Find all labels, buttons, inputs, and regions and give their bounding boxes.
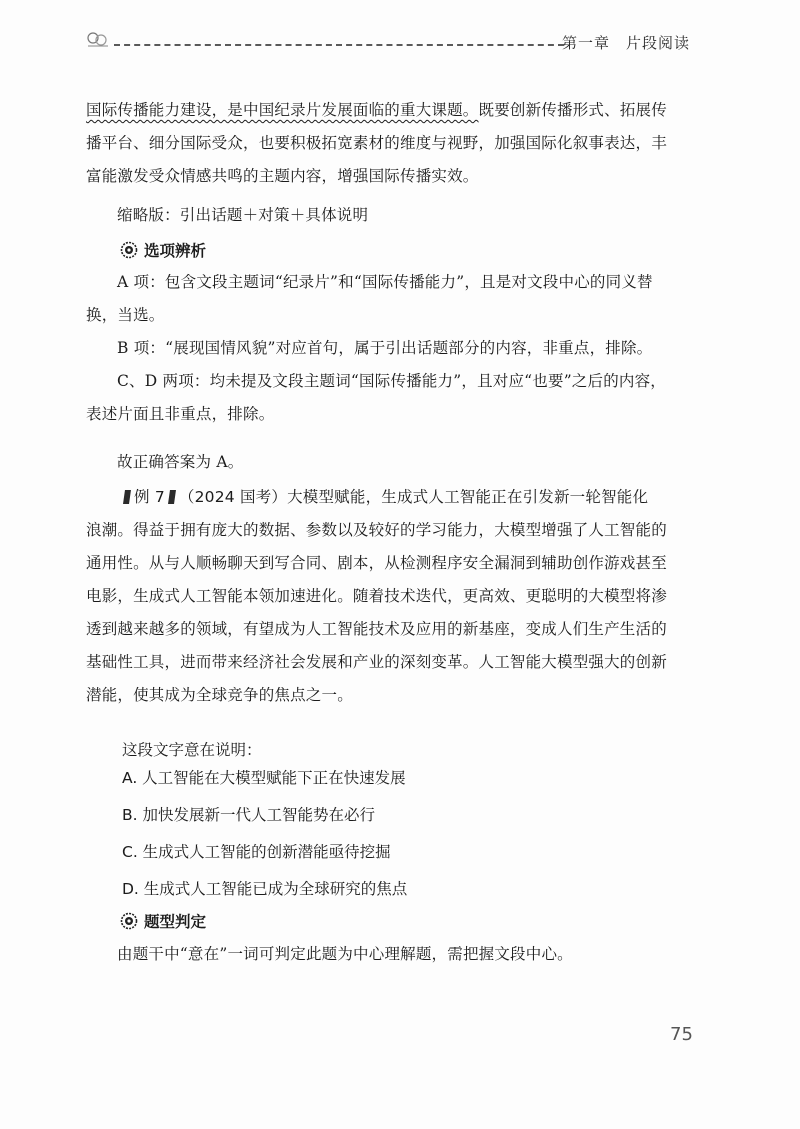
option-cd-analysis-line-1: C、D 两项：均未提及文段主题词“国际传播能力”，且对应“也要”之后的内容， xyxy=(117,372,667,390)
bracket-right-icon xyxy=(168,490,176,504)
example-label: 例 7 xyxy=(134,488,165,506)
intro-line-1 xyxy=(86,94,700,127)
analysis-heading-text: 选项辨析 xyxy=(144,242,207,260)
example-line-7: 潜能，使其成为全球竞争的焦点之一。 xyxy=(86,686,353,704)
header-divider xyxy=(114,44,564,46)
page-header xyxy=(86,30,706,60)
section-label: 片段阅读 xyxy=(625,34,690,52)
option-b-analysis: B 项：“展现国情风貌”对应首句，属于引出话题部分的内容，非重点，排除。 xyxy=(117,339,653,357)
question-stem: 这段文字意在说明： xyxy=(122,741,262,759)
header-ornament-icon xyxy=(86,30,110,50)
example-line-6: 基础性工具，进而带来经济社会发展和产业的深刻变革。人工智能大模型强大的创新 xyxy=(86,653,667,671)
example-line-5: 透到越来越多的领域，有望成为人工智能技术及应用的新基座，变成人们生产生活的 xyxy=(86,620,667,638)
option-b: B. 加快发展新一代人工智能势在必行 xyxy=(122,806,375,824)
example-line-3: 通用性。从与人顺畅聊天到写合同、剧本，从检测程序安全漏洞到辅助创作游戏甚至 xyxy=(86,554,667,572)
option-d: D. 生成式人工智能已成为全球研究的焦点 xyxy=(122,880,408,898)
intro-line-3: 富能激发受众情感共鸣的主题内容，增强国际传播实效。 xyxy=(86,167,479,185)
summary-line: 缩略版：引出话题＋对策＋具体说明 xyxy=(117,206,369,224)
page-number: 75 xyxy=(670,1024,693,1045)
analysis-block xyxy=(86,266,700,431)
chapter-label: 第一章 xyxy=(561,34,610,52)
question-type-heading-text: 题型判定 xyxy=(144,913,207,931)
question-type-heading xyxy=(120,910,206,932)
example-line-4: 电影，生成式人工智能本领加速进化。随着技术迭代，更高效、更聪明的大模型将渗 xyxy=(86,587,667,605)
answer-line: 故正确答案为 A。 xyxy=(117,453,244,471)
analysis-heading xyxy=(120,239,206,261)
bracket-left-icon xyxy=(123,490,131,504)
gear-icon xyxy=(120,912,138,930)
example-line-1-rest: 大模型赋能，生成式人工智能正在引发新一轮智能化 xyxy=(287,488,649,506)
option-c: C. 生成式人工智能的创新潜能亟待挖掘 xyxy=(122,843,391,861)
option-a: A. 人工智能在大模型赋能下正在快速发展 xyxy=(122,769,406,787)
option-a-analysis-line-1: A 项：包含文段主题词“纪录片”和“国际传播能力”，且是对文段中心的同义替 xyxy=(117,273,653,291)
intro-line-2: 播平台、细分国际受众，也要积极拓宽素材的维度与视野，加强国际化叙事表达，丰 xyxy=(86,134,667,152)
underlined-central-sentence: 国际传播能力建设，是中国纪录片发展面临的重大课题。 xyxy=(86,101,479,119)
example-source: （2024 国考） xyxy=(178,488,288,506)
gear-icon xyxy=(120,241,138,259)
example-passage xyxy=(86,481,700,712)
intro-line-1-rest: 既要创新传播形式、拓展传 xyxy=(478,101,667,119)
intro-paragraph xyxy=(86,94,700,193)
question-type-text: 由题干中“意在”一词可判定此题为中心理解题，需把握文段中心。 xyxy=(117,945,573,963)
example-line-1 xyxy=(86,481,700,514)
running-head xyxy=(562,32,690,53)
option-a-analysis-line-2: 换，当选。 xyxy=(86,306,165,324)
option-cd-analysis-line-2: 表述片面且非重点，排除。 xyxy=(86,405,275,423)
example-line-2: 浪潮。得益于拥有庞大的数据、参数以及较好的学习能力，大模型增强了人工智能的 xyxy=(86,521,667,539)
